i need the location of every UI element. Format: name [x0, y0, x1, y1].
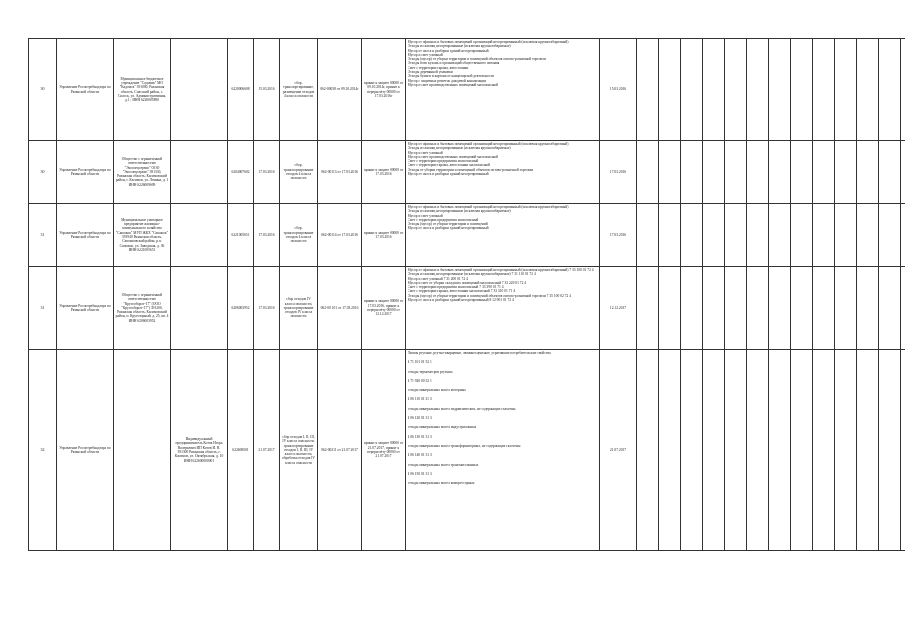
- inn-cell: 6221005651: [228, 204, 254, 267]
- license-cell: 062-00038 от 09.10.2014г: [318, 39, 362, 141]
- waste-code-line: Мусор и смет уличный: [407, 150, 443, 155]
- empty-cell: [703, 141, 725, 204]
- waste-code-line: Мусор и смет уличный 7 31 200 01 72 4: [407, 276, 468, 281]
- waste-code-line: 4 06 150 01 31 3: [407, 471, 432, 476]
- empty-cell: [813, 350, 835, 551]
- empty-cell: [747, 267, 769, 350]
- agency-cell: Управление Роспотребнадзора по Рязанской области: [57, 141, 114, 204]
- payment-cell: принят к защите 00000 от 21.07.2017, принят к перерасчёту 00000 от 21.07.2017: [362, 350, 406, 551]
- empty-cell: [901, 204, 905, 267]
- empty-cell: [791, 141, 813, 204]
- empty-cell: [791, 267, 813, 350]
- waste-code-line: Мусор и смет уличный: [407, 213, 443, 218]
- row-number: 30: [29, 39, 57, 141]
- empty-cell: [659, 39, 681, 141]
- inn-cell: 6204007602: [228, 141, 254, 204]
- waste-code-line: 4 06 120 01 31 3: [407, 416, 432, 421]
- waste-code-line: Мусор и смет уличный: [407, 52, 443, 57]
- empty-cell: [659, 350, 681, 551]
- empty-cell: [857, 350, 879, 551]
- waste-code-line: Смет с территории гаража, автостоянки малоопасный: [407, 163, 490, 168]
- organization-cell: Муниципальное бюджетное учреждение "Садовик" МО "Кадомск" 391000, Рязанская область, Спасский район, с. Спасск, ул. Административная, д.1 ; ИНН 6220005890: [114, 39, 171, 141]
- empty-cell: [725, 267, 747, 350]
- empty-cell: [857, 204, 879, 267]
- empty-cell: [114, 350, 171, 551]
- waste-code-line: Отходы из жилищ несортированные (исключая крупногабаритные): [407, 44, 511, 49]
- empty-cell: [747, 39, 769, 141]
- empty-cell: [769, 39, 791, 141]
- inn-cell: 6206003952: [228, 267, 254, 350]
- waste-code-line: Мусор с защитных решеток дождевой канализации: [407, 78, 487, 83]
- decision-date-cell: 15.03.2016: [600, 39, 637, 141]
- waste-code-line: Мусор от офисных и бытовых помещений организаций несортированный (исключая крупногабаритный): [407, 205, 569, 209]
- empty-cell: [835, 204, 857, 267]
- empty-cell: [835, 39, 857, 141]
- license-cell: 062-00113 от 17.03.2016: [318, 141, 362, 204]
- empty-cell: [725, 141, 747, 204]
- empty-cell: [725, 350, 747, 551]
- decision-date-cell: 17.03.2016: [600, 141, 637, 204]
- waste-codes-cell: [406, 204, 600, 267]
- date-cell: 17.03.2016: [254, 204, 280, 267]
- row-number: 31: [29, 267, 57, 350]
- waste-code-line: Мусор и смет от уборки складских помещений малоопасный 7 33 220 01 72 4: [407, 280, 527, 285]
- waste-code-line: отходы минеральных масел гидравлических, не содержащих галогены: [407, 406, 516, 411]
- empty-cell: [659, 267, 681, 350]
- table-row: [29, 350, 905, 551]
- waste-code-line: отходы минеральных масел трансформаторных, не содержащих галогены: [407, 443, 521, 448]
- empty-cell: [769, 350, 791, 551]
- empty-cell: [879, 267, 901, 350]
- empty-cell: [769, 141, 791, 204]
- waste-code-line: Отходы (мусор) от уборки территории и помещений: [407, 222, 488, 227]
- waste-code-line: Мусор от офисных и бытовых помещений организаций несортированный (исключая крупногабаритный) 7 33 100 01 72 4: [407, 268, 594, 272]
- empty-cell: [857, 39, 879, 141]
- empty-cell: [901, 39, 905, 141]
- agency-cell: Управление Роспотребнадзора по Рязанской области: [57, 204, 114, 267]
- waste-code-line: 4 06 130 01 31 3: [407, 434, 432, 439]
- line-gap: [408, 485, 598, 490]
- waste-code-line: Смет с территории предприятия малоопасный 7 33 390 01 71 4: [407, 285, 504, 290]
- waste-code-line: отходы минеральных масел моторных: [407, 388, 466, 393]
- waste-code-line: Мусор от офисных и бытовых помещений организаций несортированный (исключая крупногабаритный): [407, 40, 569, 44]
- decision-date-cell: 21.07.2017: [600, 350, 637, 551]
- activity-cell: сбор, транспортирование отходов 4 класса опасности: [280, 204, 318, 267]
- empty-cell: [659, 204, 681, 267]
- waste-code-line: 4 71 101 01 52 1: [407, 360, 432, 365]
- waste-code-line: Отходы из жилищ несортированные (исключая крупногабаритные): [407, 209, 511, 214]
- empty-cell: [835, 141, 857, 204]
- empty-cell: [835, 267, 857, 350]
- license-cell: 062-00 101 от 17.03.2016: [318, 267, 362, 350]
- waste-code-line: Отходы от уборки территории и помещений объектов оптово-розничной торговли: [407, 167, 534, 172]
- empty-cell: [171, 141, 228, 204]
- waste-code-line: Лампы ртутные, ртутно-кварцевые, люминесцентные, утратившие потребительские свойства: [407, 351, 551, 355]
- empty-cell: [791, 350, 813, 551]
- waste-code-line: Отходы из жилищ несортированные (исключая крупногабаритные): [407, 146, 511, 151]
- activity-cell: сбор, транспортирование отходов 4 класса опасности: [280, 141, 318, 204]
- waste-codes-cell: [406, 267, 600, 350]
- empty-cell: [725, 39, 747, 141]
- row-number: 31: [29, 204, 57, 267]
- activity-cell: сбор отходов IV класса опасности, транспортирование отходов IV класса опасности: [280, 267, 318, 350]
- table-row: [29, 39, 905, 141]
- empty-cell: [637, 204, 659, 267]
- organization-cell: Индивидуальный предприниматель Котов Игорь Валерьевич ИП Котов И. В. 391300 Рязанская область, г. Касимов, ул. Октябрьская, д. 10 ИНН 622600000001: [171, 350, 228, 551]
- empty-cell: [171, 204, 228, 267]
- date-cell: 17.03.2016: [254, 267, 280, 350]
- empty-cell: [637, 141, 659, 204]
- waste-code-line: Отходы (мусор) от уборки территории и помещений объектов оптово-розничной торговли 7 35 100 02 72 4: [407, 293, 571, 298]
- organization-cell: Общество с ограниченной ответственностью "Экоспецсервис" ООО "Экоспецсервис" 391330, Рязанская область, Касимовский район, г. Касимов, ул. Ленина, д. 1 ИНН 6226009609: [114, 141, 171, 204]
- row-number: 32: [29, 350, 57, 551]
- table-row: [29, 267, 905, 350]
- waste-code-line: Мусор от офисных и бытовых помещений организаций несортированный (исключая крупногабаритный): [407, 142, 569, 146]
- empty-cell: [791, 39, 813, 141]
- empty-cell: [681, 39, 703, 141]
- waste-codes-cell: [406, 39, 600, 141]
- waste-code-line: Отходы from кухонь и организаций общественного питания: [407, 61, 500, 66]
- waste-code-line: 4 06 140 01 31 3: [407, 453, 432, 458]
- empty-cell: [901, 267, 905, 350]
- agency-cell: Управление Роспотребнадзора по Рязанской области: [57, 350, 114, 551]
- empty-cell: [171, 267, 228, 350]
- table-row: [29, 204, 905, 267]
- license-cell: 062-00114 от 17.03.2016: [318, 204, 362, 267]
- waste-code-line: Мусор от сноса и разборки зданий несортированный 8 12 901 01 72 4: [407, 298, 514, 303]
- waste-code-line: Мусор и смет производственных помещений малоопасный: [407, 154, 498, 159]
- empty-cell: [681, 267, 703, 350]
- activity-cell: сбор, транспортирование, размещение отходов 4 класса опасности: [280, 39, 318, 141]
- waste-codes-cell: [406, 350, 600, 551]
- decision-date-cell: 12.12.2017: [600, 267, 637, 350]
- waste-code-line: 4 06 110 01 31 3: [407, 397, 432, 402]
- waste-code-line: отходы минеральных масел трансмиссионных: [407, 462, 479, 467]
- waste-codes-cell: [406, 141, 600, 204]
- waste-code-line: Отходы деревянной упаковки: [407, 70, 453, 75]
- empty-cell: [813, 204, 835, 267]
- agency-cell: Управление Роспотребнадзора по Рязанской области: [57, 39, 114, 141]
- empty-cell: [857, 267, 879, 350]
- empty-cell: [637, 350, 659, 551]
- empty-cell: [879, 204, 901, 267]
- empty-cell: [703, 267, 725, 350]
- payment-cell: принят к защите 00000 от 17.03.2016: [362, 141, 406, 204]
- empty-cell: [747, 204, 769, 267]
- date-cell: 21.07.2017: [254, 350, 280, 551]
- register-table: [28, 38, 905, 551]
- empty-cell: [703, 204, 725, 267]
- empty-cell: [637, 267, 659, 350]
- empty-cell: [835, 350, 857, 551]
- payment-cell: принят к защите 00000 от 17.03.2016: [362, 204, 406, 267]
- waste-code-line: 4 71 920 00 52 1: [407, 378, 432, 383]
- waste-code-line: отходы минеральных масел компрессорных: [407, 481, 475, 486]
- empty-cell: [681, 204, 703, 267]
- empty-cell: [791, 204, 813, 267]
- empty-cell: [813, 39, 835, 141]
- empty-cell: [725, 204, 747, 267]
- empty-cell: [901, 350, 905, 551]
- empty-cell: [857, 141, 879, 204]
- activity-cell: сбор отходов I, II, III, IV класса опасности, транспортирование отходов I, II, III, IV класса опасности, обработка отходов IV класса опасности: [280, 350, 318, 551]
- empty-cell: [769, 204, 791, 267]
- decision-date-cell: 17.03.2016: [600, 204, 637, 267]
- row-number: 30: [29, 141, 57, 204]
- waste-code-line: Мусор от сноса и разборки зданий несортированный: [407, 226, 489, 231]
- organization-cell: Общество с ограниченной ответственностью "Кругооборот-17" (ООО "Кругооборот-17") 391200, Рязанская область, Касимовский район, п. Кругозорный, д. 25, кв. 4 ИНН 6206003952: [114, 267, 171, 350]
- payment-cell: принят к защите 00000 от 09.10.2014г, принят к перерасчёту 00000 от 17.03.2016г: [362, 39, 406, 141]
- organization-cell: Муниципальное унитарное предприятие жилищно-коммунального хозяйства "Сапожок" МУП ЖКХ "Сапожок" 391940 Рязанская область, Сапожковский район, р.п. Сапожок, ул. Заводская, д. 36 ИНН 6221005651: [114, 204, 171, 267]
- waste-code-line: Мусор и смет производственных помещений малоопасный: [407, 82, 498, 87]
- agency-cell: Управление Роспотребнадзора по Рязанской области: [57, 267, 114, 350]
- waste-code-line: Мусор от сноса и разборки зданий несортированный: [407, 172, 489, 177]
- empty-cell: [703, 39, 725, 141]
- inn-cell: 6220006608: [228, 39, 254, 141]
- empty-cell: [813, 141, 835, 204]
- waste-code-line: Отходы (мусор) от уборки территории и помещений объектов оптово-розничной торговли: [407, 57, 546, 62]
- waste-code-line: Смет с территории гаража, автостоянки: [407, 65, 469, 70]
- waste-code-line: отходы термометров ртутных: [407, 369, 453, 374]
- empty-cell: [879, 39, 901, 141]
- empty-cell: [171, 39, 228, 141]
- waste-code-line: Мусор от сноса и разборки зданий несортированный: [407, 48, 489, 53]
- waste-code-line: Отходы бумаги и картона от канцелярской деятельности: [407, 74, 494, 79]
- waste-code-line: Смет с территории гаража, автостоянки малоопасный 7 33 310 01 71 4: [407, 289, 516, 294]
- waste-code-line: Отходы из жилищ несортированные (исключая крупногабаритные) 7 31 110 01 72 4: [407, 272, 536, 277]
- empty-cell: [681, 141, 703, 204]
- empty-cell: [769, 267, 791, 350]
- empty-cell: [879, 141, 901, 204]
- payment-cell: принят к защите 00000 от 17.03.2016, принят к перерасчёту 00000 от 12.12.2017: [362, 267, 406, 350]
- empty-cell: [747, 350, 769, 551]
- inn-cell: 622600001: [228, 350, 254, 551]
- empty-cell: [813, 267, 835, 350]
- empty-cell: [879, 350, 901, 551]
- date-cell: 17.03.2016: [254, 141, 280, 204]
- empty-cell: [681, 350, 703, 551]
- waste-code-line: Смет с территории предприятия малоопасный: [407, 217, 479, 222]
- empty-cell: [703, 350, 725, 551]
- empty-cell: [637, 39, 659, 141]
- empty-cell: [901, 141, 905, 204]
- empty-cell: [659, 141, 681, 204]
- table-row: [29, 141, 905, 204]
- date-cell: 15.03.2016: [254, 39, 280, 141]
- empty-cell: [747, 141, 769, 204]
- waste-code-line: Смет с территории предприятия малоопасный: [407, 159, 479, 164]
- license-cell: 062-00211 от 21.07.2017: [318, 350, 362, 551]
- waste-code-line: отходы минеральных масел индустриальных: [407, 425, 477, 430]
